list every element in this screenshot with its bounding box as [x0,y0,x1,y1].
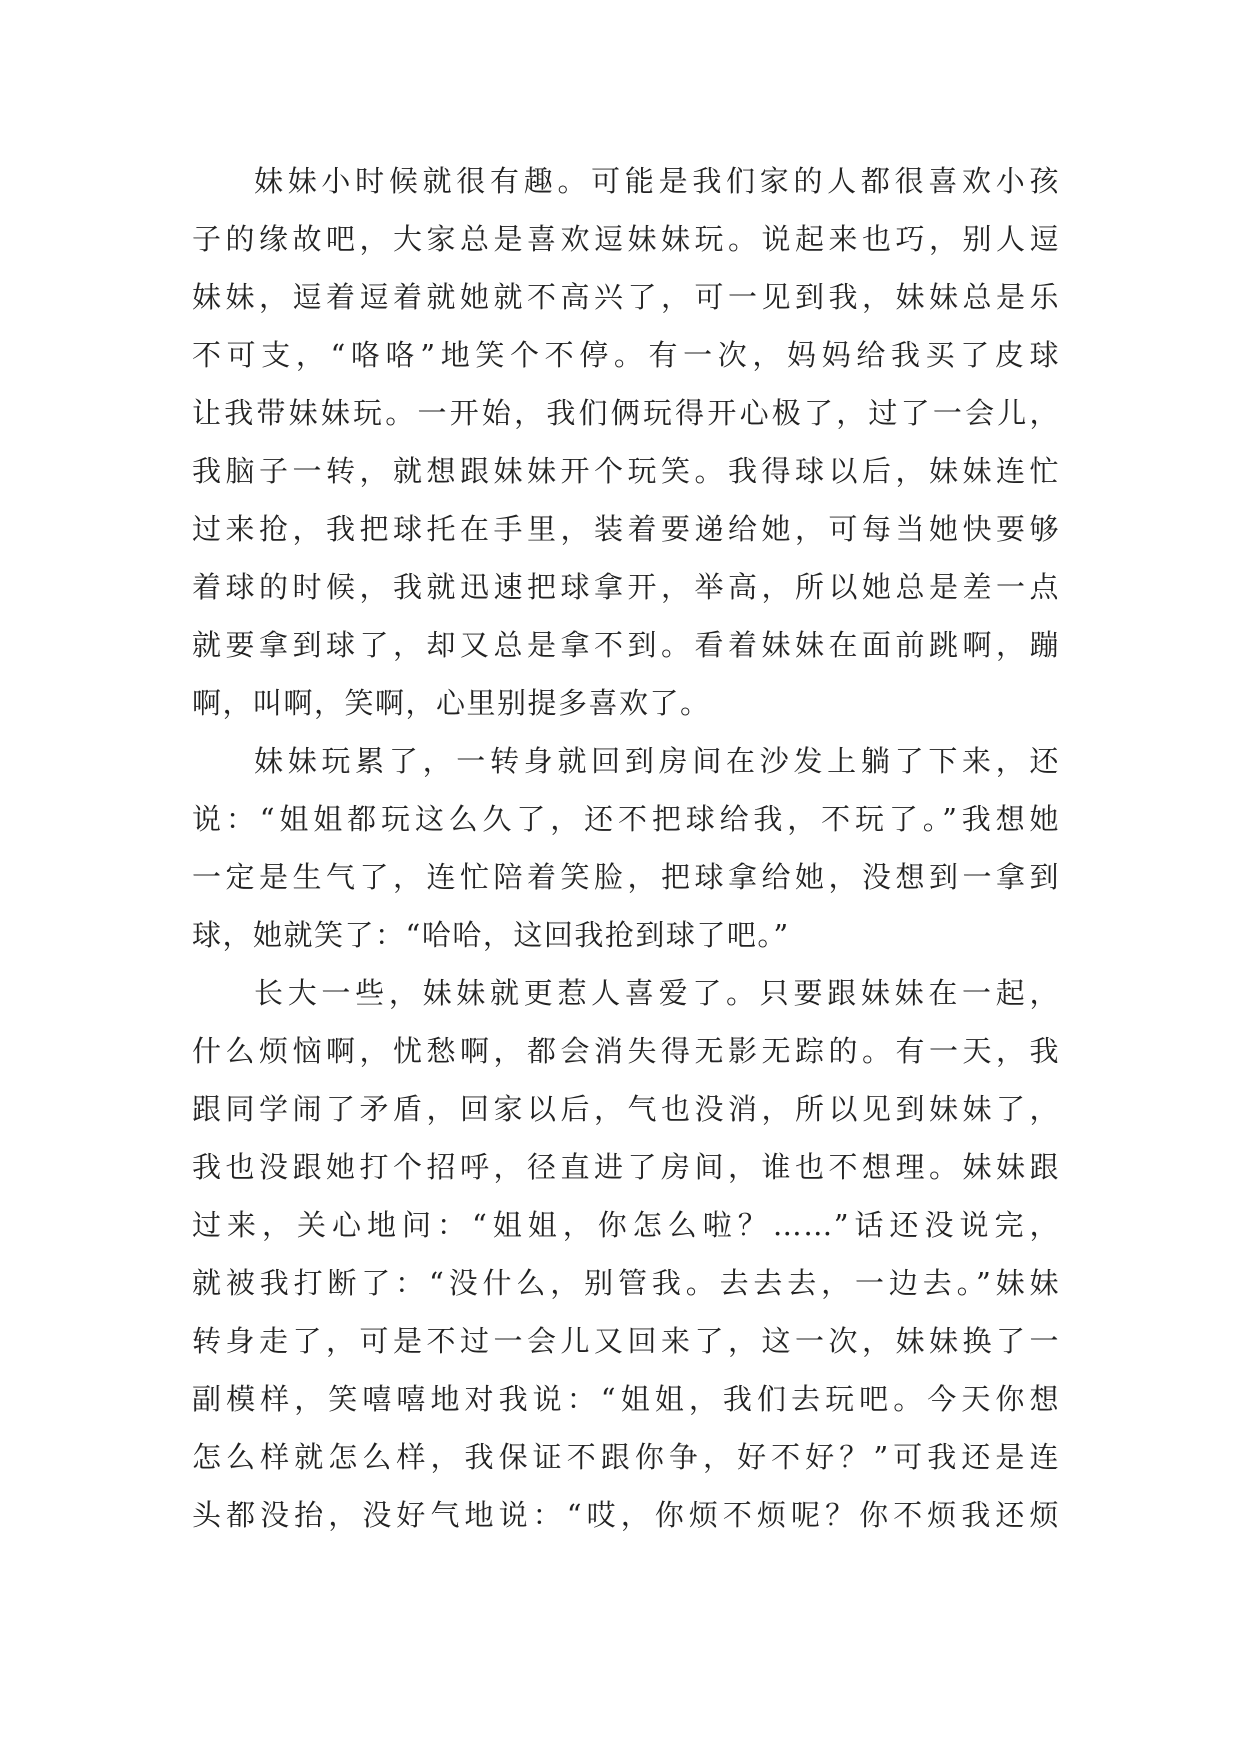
paragraph-line: 我脑子一转，就想跟妹妹开个玩笑。我得球以后，妹妹连忙 [192,454,1060,488]
paragraph-line: 什么烦恼啊，忧愁啊，都会消失得无影无踪的。有一天，我 [192,1034,1060,1068]
paragraph-line: 过来，关心地问：“姐姐，你怎么啦？……”话还没说完， [192,1208,1060,1242]
paragraph-line: 怎么样就怎么样，我保证不跟你争，好不好？”可我还是连 [192,1440,1060,1474]
paragraph-line: 不可支，“咯咯”地笑个不停。有一次，妈妈给我买了皮球 [192,338,1060,372]
paragraph-1 [192,152,1060,732]
paragraph-line: 就要拿到球了，却又总是拿不到。看着妹妹在面前跳啊，蹦 [192,628,1060,662]
paragraph-line: 着球的时候，我就迅速把球拿开，举高，所以她总是差一点 [192,570,1060,604]
paragraph-line: 副模样，笑嘻嘻地对我说：“姐姐，我们去玩吧。今天你想 [192,1382,1060,1416]
paragraph-line: 妹妹，逗着逗着就她就不高兴了，可一见到我，妹妹总是乐 [192,280,1060,314]
paragraph-line: 啊，叫啊，笑啊，心里别提多喜欢了。 [192,686,711,720]
paragraph-line: 跟同学闹了矛盾，回家以后，气也没消，所以见到妹妹了， [192,1092,1060,1126]
paragraph-line: 长大一些，妹妹就更惹人喜爱了。只要跟妹妹在一起， [254,976,1060,1010]
paragraph-line: 说：“姐姐都玩这么久了，还不把球给我，不玩了。”我想她 [192,802,1060,836]
paragraph-line: 就被我打断了：“没什么，别管我。去去去，一边去。”妹妹 [192,1266,1060,1300]
paragraph-line: 一定是生气了，连忙陪着笑脸，把球拿给她，没想到一拿到 [192,860,1060,894]
paragraph-line: 球，她就笑了：“哈哈，这回我抢到球了吧。” [192,918,790,952]
paragraph-2 [192,732,1060,964]
paragraph-line: 子的缘故吧，大家总是喜欢逗妹妹玩。说起来也巧，别人逗 [192,222,1060,256]
paragraph-line: 过来抢，我把球托在手里，装着要递给她，可每当她快要够 [192,512,1060,546]
article-body [192,152,1060,1544]
paragraph-3 [192,964,1060,1544]
paragraph-line: 让我带妹妹玩。一开始，我们俩玩得开心极了，过了一会儿， [192,396,1060,430]
paragraph-line: 转身走了，可是不过一会儿又回来了，这一次，妹妹换了一 [192,1324,1060,1358]
paragraph-line: 妹妹小时候就很有趣。可能是我们家的人都很喜欢小孩 [254,164,1060,198]
paragraph-line: 我也没跟她打个招呼，径直进了房间，谁也不想理。妹妹跟 [192,1150,1060,1184]
paragraph-line: 头都没抬，没好气地说：“哎，你烦不烦呢？你不烦我还烦 [192,1498,1060,1532]
paragraph-line: 妹妹玩累了，一转身就回到房间在沙发上躺了下来，还 [254,744,1060,778]
